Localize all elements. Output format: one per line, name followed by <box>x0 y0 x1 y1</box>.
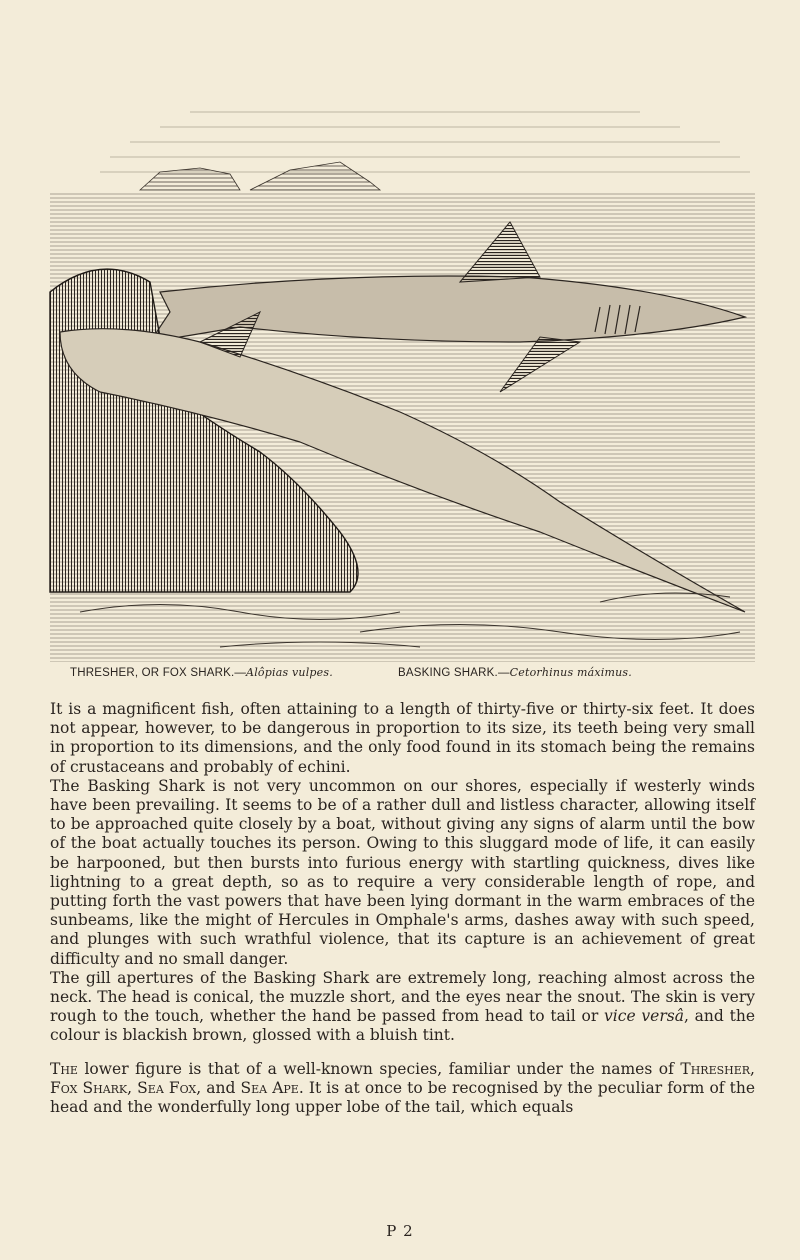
paragraph-3-start: The gill apertures of the Basking Shark are extremely long, reaching almost across the neck. The head is conical, the muzzle short, and the eyes near the snout. The skin is very rough to the touch, whether the hand be passed from head to tail or <box>50 968 755 1026</box>
paragraph-1: It is a magnificent fish, often attaining to a length of thirty-five or thirty-six feet. It does not appear, however, to be dangerous in proportion to its size, its teeth being very small in proportion to its dimensions, and the only food found in its stomach being the remains of crustaceans and probably of echini. <box>50 700 755 776</box>
caption-basking <box>398 666 632 679</box>
paragraph-4-lead: The <box>50 1059 78 1078</box>
paragraph-4-end: It is at once to be recognised by the peculiar form of the head and the wonderfully long upper lobe of the tail, which equals <box>50 1078 756 1117</box>
engraving-svg <box>40 92 755 662</box>
caption-thresher-latin: Alôpias vulpes. <box>246 666 333 679</box>
paragraph-3 <box>50 969 755 1046</box>
paragraph-4-mid1: lower figure is that of a well-known species, familiar under the names of <box>77 1059 681 1078</box>
caption-basking-latin: Cetorhinus máximus. <box>509 666 632 679</box>
figure-captions <box>40 666 755 690</box>
shark-engraving <box>40 92 755 662</box>
paragraph-3-italic: vice versâ <box>604 1007 684 1026</box>
paragraph-2: The Basking Shark is not very uncommon on our shores, especially if westerly winds have been prevailing. It seems to be of a rather dull and listless character, allowing itself to be approached quite closely by a boat, without giving any signs of alarm until the bow of the boat actually touches its person. Owing to this sluggard mode of life, it can easily be harpooned, but then bursts into furious energy with startling quickness, dives like lightning to a great depth, so as to require a very considerable length of rope, and putting forth the vast powers that have been lying dormant in the warm embraces of the sunbeams, like the might of Hercules in Omphale's arms, dashes away with such speed, and plunges with such wrathful violence, that its capture is an achievement of great difficulty and no small danger. <box>50 776 755 968</box>
caption-basking-name: BASKING SHARK.— <box>398 667 510 679</box>
caption-thresher <box>70 666 333 679</box>
page-signature: P 2 <box>386 1222 414 1240</box>
paragraph-4-names: Thresher, Fox Shark, Sea Fox, <box>50 1059 755 1097</box>
paragraph-3-end: , and the colour is blackish brown, glossed with a bluish tint. <box>50 1007 756 1045</box>
caption-thresher-name: THRESHER, OR FOX SHARK.— <box>70 667 247 679</box>
body-text <box>50 700 755 1117</box>
paragraph-4-mid2: and <box>201 1078 241 1097</box>
paragraph-4 <box>50 1060 755 1118</box>
paragraph-4-sea-ape: Sea Ape. <box>240 1078 304 1097</box>
